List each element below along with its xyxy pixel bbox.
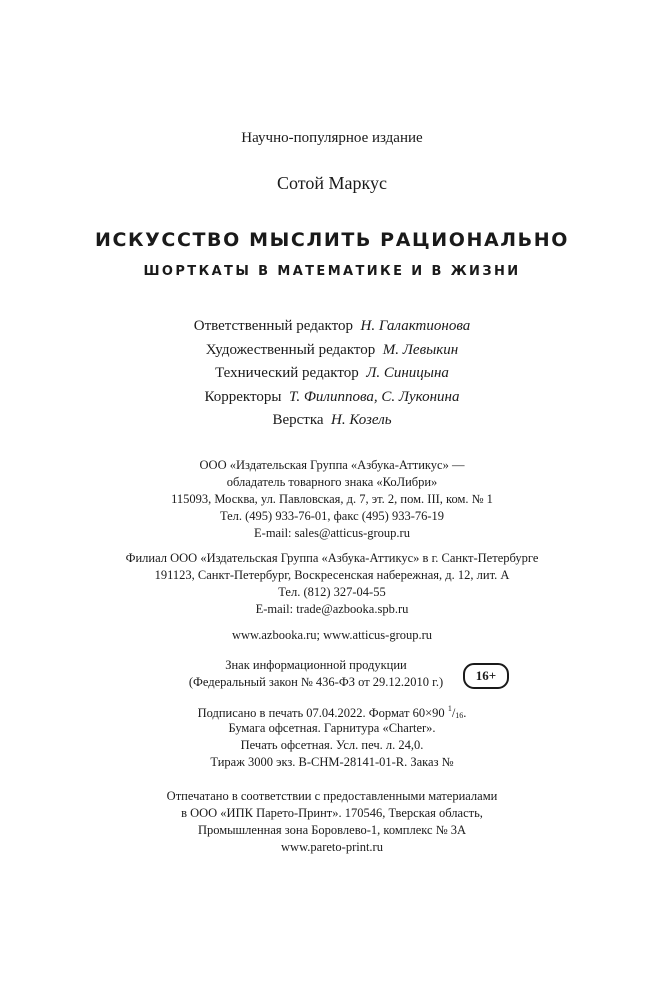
credit-line: [0, 365, 664, 382]
printer-line: Отпечатано в соответствии с предоставленными материалами: [166, 789, 498, 803]
publisher-line: ООО «Издательская Группа «Азбука-Аттикус» —: [199, 458, 465, 472]
websites: www.azbooka.ru; www.atticus-group.ru: [231, 628, 433, 642]
credit-name: Т. Филиппова, С. Луконина: [288, 389, 460, 405]
publisher-line: обладатель товарного знака «КоЛибри»: [226, 475, 438, 489]
edition-type: Научно-популярное издание: [241, 130, 423, 146]
marking-label: Знак информационной продукции: [225, 658, 407, 672]
book-subtitle: ШОРТКАТЫ В МАТЕМАТИКЕ И В ЖИЗНИ: [143, 264, 521, 279]
credit-line: [0, 318, 664, 335]
book-title: ИСКУССТВО МЫСЛИТЬ РАЦИОНАЛЬНО: [94, 229, 570, 251]
format-denominator: 16: [455, 711, 464, 720]
publisher-line: E-mail: sales@atticus-group.ru: [254, 526, 410, 540]
credit-role: Технический редактор: [215, 365, 359, 381]
print-signed-text: Подписано в печать 07.04.2022. Формат 60×90: [197, 706, 448, 720]
credit-role: Верстка: [272, 412, 324, 428]
print-line: Бумага офсетная. Гарнитура «Charter».: [228, 721, 436, 735]
credit-name: Н. Козель: [331, 412, 392, 428]
marking-law: (Федеральный закон № 436-ФЗ от 29.12.2010 г.): [188, 675, 444, 689]
print-signed-line: Подписано в печать 07.04.2022. Формат 60×90 $^1/_{16}$.: [197, 704, 467, 720]
credit-line: [0, 342, 664, 359]
branch-line: Филиал ООО «Издательская Группа «Азбука-Аттикус» в г. Санкт-Петербурге: [125, 551, 539, 565]
printer-line: www.pareto-print.ru: [281, 840, 383, 854]
credit-role: Корректоры: [204, 389, 282, 405]
age-rating-badge: 16+: [463, 663, 509, 689]
publisher-line: Тел. (495) 933-76-01, факс (495) 933-76-19: [219, 509, 445, 523]
branch-line: E-mail: trade@azbooka.spb.ru: [255, 602, 409, 616]
credit-role: Ответственный редактор: [193, 318, 354, 334]
printer-line: в ООО «ИПК Парето-Принт». 170546, Тверская область,: [181, 806, 483, 820]
printer-line: Промышленная зона Боровлево-1, комплекс № 3А: [197, 823, 467, 837]
author-name: Сотой Маркус: [276, 173, 387, 193]
credit-role: Художественный редактор: [205, 342, 376, 358]
credit-name: Н. Галактионова: [360, 318, 471, 334]
credit-line: [0, 412, 664, 429]
print-line: Печать офсетная. Усл. печ. л. 24,0.: [240, 738, 424, 752]
branch-line: 191123, Санкт-Петербург, Воскресенская набережная, д. 12, лит. А: [154, 568, 510, 582]
credit-name: Л. Синицына: [366, 365, 449, 381]
print-line: Тираж 3000 экз. B-CHM-28141-01-R. Заказ №: [210, 755, 454, 769]
branch-line: Тел. (812) 327-04-55: [278, 585, 386, 599]
credit-name: М. Левыкин: [382, 342, 459, 358]
credit-line: [0, 389, 664, 406]
publisher-line: 115093, Москва, ул. Павловская, д. 7, эт. 2, пом. III, ком. № 1: [171, 492, 493, 506]
format-numerator: 1: [447, 704, 452, 713]
print-signed-suffix: .: [463, 706, 467, 720]
